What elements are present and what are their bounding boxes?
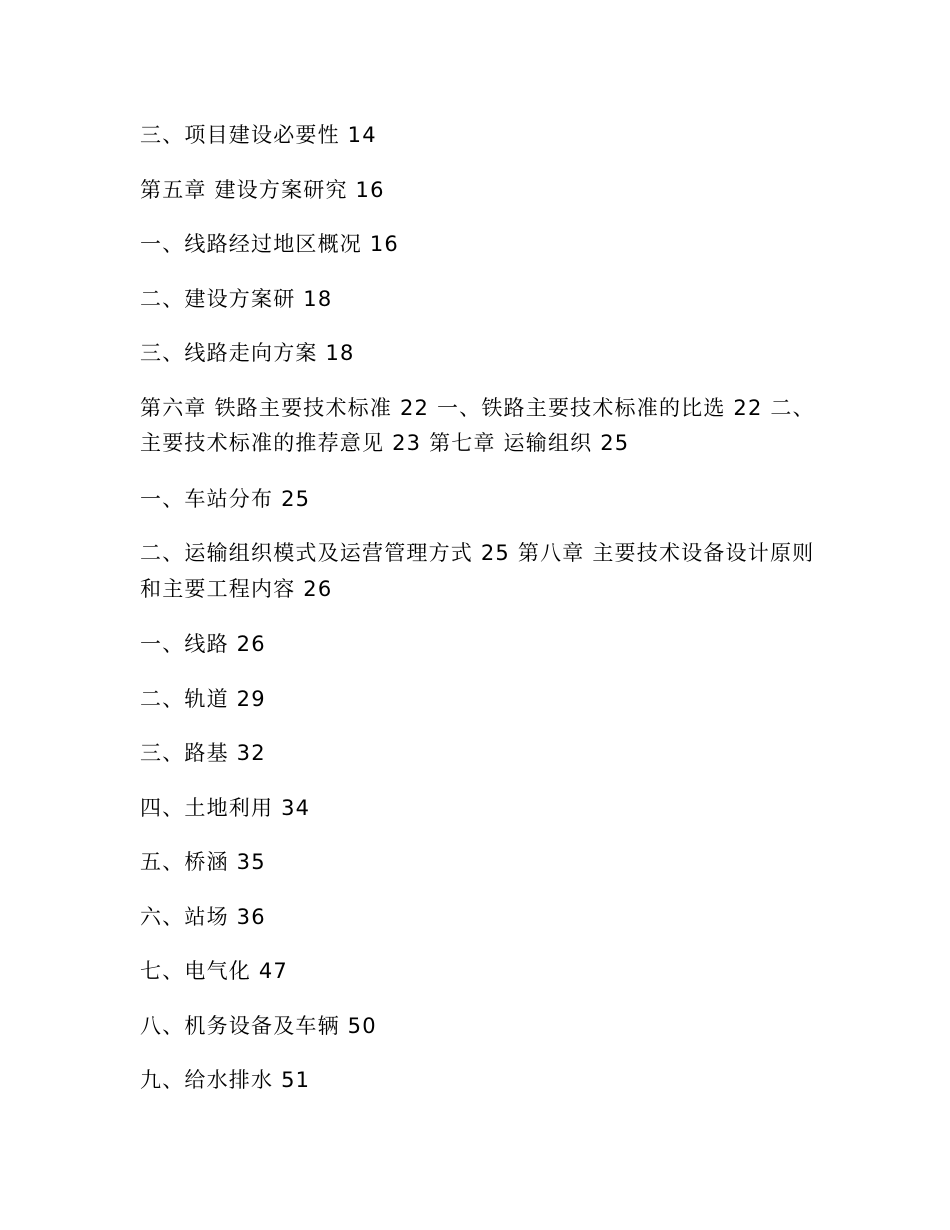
toc-entry: 八、机务设备及车辆 50 [140, 1013, 377, 1038]
toc-entry: 五、桥涵 35 [140, 850, 266, 874]
toc-entry: 二、运输组织模式及运营管理方式 25 第八章 主要技术设备设计原则和主要工程内容 26 [140, 541, 815, 601]
toc-entry: 一、车站分布 25 [140, 486, 311, 511]
toc-entry: 六、站场 36 [140, 904, 266, 929]
toc-entry: 第六章 铁路主要技术标准 22 一、铁路主要技术标准的比选 22 二、主要技术标准的推荐意见 23 第七章 运输组织 25 [140, 395, 815, 455]
toc-entry: 四、土地利用 34 [140, 795, 311, 820]
toc-entry: 第五章 建设方案研究 16 [140, 177, 385, 202]
toc-entry: 一、线路经过地区概况 16 [140, 232, 399, 256]
toc-entry: 一、线路 26 [140, 632, 266, 656]
toc-entry: 三、项目建设必要性 14 [140, 123, 377, 147]
table-of-contents [140, 118, 820, 1118]
toc-entry: 七、电气化 47 [140, 959, 288, 983]
toc-entry: 二、建设方案研 18 [140, 286, 333, 311]
toc-entry: 二、轨道 29 [140, 686, 266, 711]
toc-entry: 三、线路走向方案 18 [140, 341, 355, 365]
toc-entry: 三、路基 32 [140, 741, 266, 765]
toc-entry: 九、给水排水 51 [140, 1068, 311, 1092]
